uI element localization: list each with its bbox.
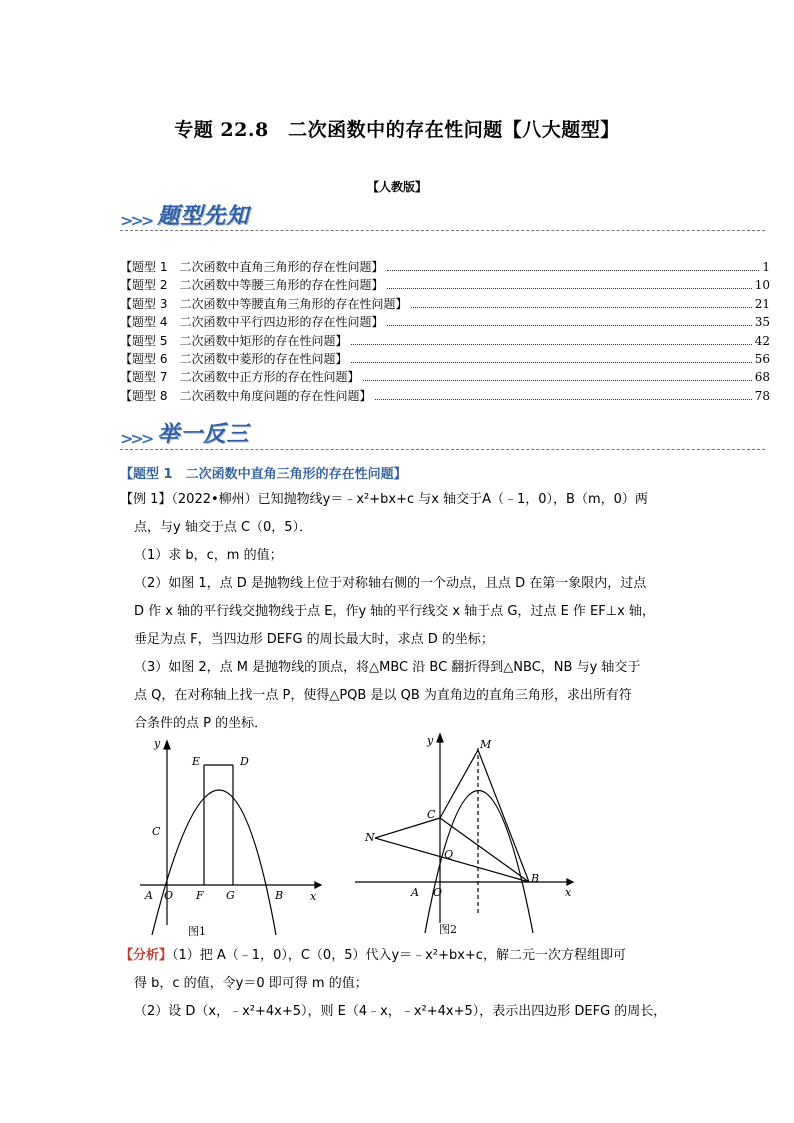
page-title: 专题 22.8 二次函数中的存在性问题【八大题型】 [174,119,620,141]
toc-leader [387,270,759,271]
analysis [120,942,680,1026]
figure-2 [355,728,585,938]
example-problem [120,486,680,738]
parabola [425,791,533,934]
label-c: C [427,808,436,821]
label-x: x [565,886,572,899]
toc-item[interactable] [120,332,770,350]
parabola [152,790,276,935]
toc-label: 【题型 5 二次函数中矩形的存在性问题】 [120,333,348,348]
toc-page: 42 [754,333,770,348]
section-heading: 【题型 1 二次函数中直角三角形的存在性问题】 [120,467,407,482]
toc-item[interactable] [120,368,770,386]
toc-leader [351,344,751,345]
label-n: N [365,831,375,844]
question-2-cont: 垂足为点 F，当四边形 DEFG 的周长最大时，求点 D 的坐标； [134,632,494,647]
divider [120,230,765,231]
segment-cm [440,750,478,818]
edition-label: 【人教版】 [366,180,427,194]
toc-page: 10 [754,278,770,293]
table-of-contents [120,258,770,405]
label-a: A [411,886,419,899]
label-m: M [480,738,492,751]
figure-1 [130,735,330,940]
toc-page: 1 [762,260,770,274]
question-3: （3）如图 2，点 M 是抛物线的顶点，将△MBC 沿 BC 翻折得到△NBC，NB 与y 轴交于 [134,660,641,675]
toc-item[interactable] [120,350,770,368]
toc-item[interactable] [120,295,770,313]
label-f: F [196,889,204,902]
toc-label: 【题型 8 二次函数中角度问题的存在性问题】 [120,388,372,403]
toc-leader [375,399,751,400]
banner-arrows-icon: >>> [120,211,152,230]
toc-label: 【题型 3 二次函数中等腰直角三角形的存在性问题】 [120,296,408,311]
toc-item[interactable] [120,258,770,276]
segment-nc [375,818,440,838]
analysis-tag: 【分析】 [120,948,173,963]
figure-caption: 图2 [439,923,457,936]
banner-text: 题型先知 [157,203,250,229]
toc-leader [351,362,751,363]
example-line: 点，与y 轴交于点 C（0，5）． [134,520,313,535]
toc-page: 56 [754,351,770,366]
toc-item[interactable] [120,313,770,331]
toc-item[interactable] [120,387,770,405]
toc-leader [363,380,751,381]
toc-page: 78 [754,388,770,403]
analysis-line: （2）设 D（x，﹣x²+4x+5），则 E（4﹣x，﹣x²+4x+5），表示出四边形 DEFG 的周长， [134,1004,667,1019]
toc-page: 68 [754,370,770,385]
label-y: y [154,737,161,750]
toc-page: 21 [754,296,770,311]
toc-leader [387,288,751,289]
label-g: G [226,889,235,902]
label-a: A [145,889,153,902]
label-b: B [531,872,540,885]
analysis-line [120,942,680,970]
question-3-cont: 点 Q，在对称轴上找一点 P，使得△PQB 是以 QB 为直角边的直角三角形，求出所有符 [134,688,632,703]
label-b: B [275,889,284,902]
toc-item[interactable] [120,276,770,294]
toc-leader [411,307,751,308]
toc-page: 35 [754,315,770,330]
toc-label: 【题型 7 二次函数中正方形的存在性问题】 [120,370,360,385]
segment-cb [440,818,529,882]
toc-label: 【题型 6 二次函数中菱形的存在性问题】 [120,351,348,366]
analysis-text: （1）把 A（﹣1，0），C（0，5）代入y＝﹣x²+bx+c，解二元一次方程组即可 [172,948,626,963]
label-q: Q [444,848,454,861]
question-2-cont: D 作 x 轴的平行线交抛物线于点 E，作y 轴的平行线交 x 轴于点 G，过点 E 作 EF⊥x 轴， [134,604,655,619]
x-axis-arrow-icon [315,882,321,888]
figure-caption: 图1 [188,925,206,938]
toc-label: 【题型 4 二次函数中平行四边形的存在性问题】 [120,315,384,330]
toc-label: 【题型 2 二次函数中等腰三角形的存在性问题】 [120,278,384,293]
example-line: 【例 1】（2022•柳州）已知抛物线y＝﹣x²+bx+c 与x 轴交于A（﹣1，0），B（m，0）两 [120,492,648,507]
label-o: O [164,889,174,902]
label-c: C [152,825,161,838]
segment-mb [478,750,529,882]
question-1: （1）求 b，c，m 的值； [134,548,283,563]
banner-practice [120,418,249,448]
question-2: （2）如图 1，点 D 是抛物线上位于对称轴右侧的一个动点，且点 D 在第一象限内，过点 [134,576,647,591]
banner-topic-preview [120,200,249,230]
label-e: E [192,755,201,768]
banner-text: 举一反三 [157,421,250,447]
toc-label: 【题型 1 二次函数中直角三角形的存在性问题】 [120,260,384,274]
divider [120,449,765,450]
banner-arrows-icon: >>> [120,429,152,448]
question-3-cont: 合条件的点 P 的坐标． [134,716,268,731]
x-axis-arrow-icon [567,879,573,885]
label-o: O [433,886,443,899]
label-x: x [310,890,317,903]
label-d: D [240,755,249,768]
y-axis-arrow-icon [164,741,170,749]
label-y: y [427,734,434,747]
y-axis-arrow-icon [437,734,443,742]
toc-leader [387,325,751,326]
analysis-line: 得 b，c 的值，令y＝0 即可得 m 的值； [134,976,368,991]
